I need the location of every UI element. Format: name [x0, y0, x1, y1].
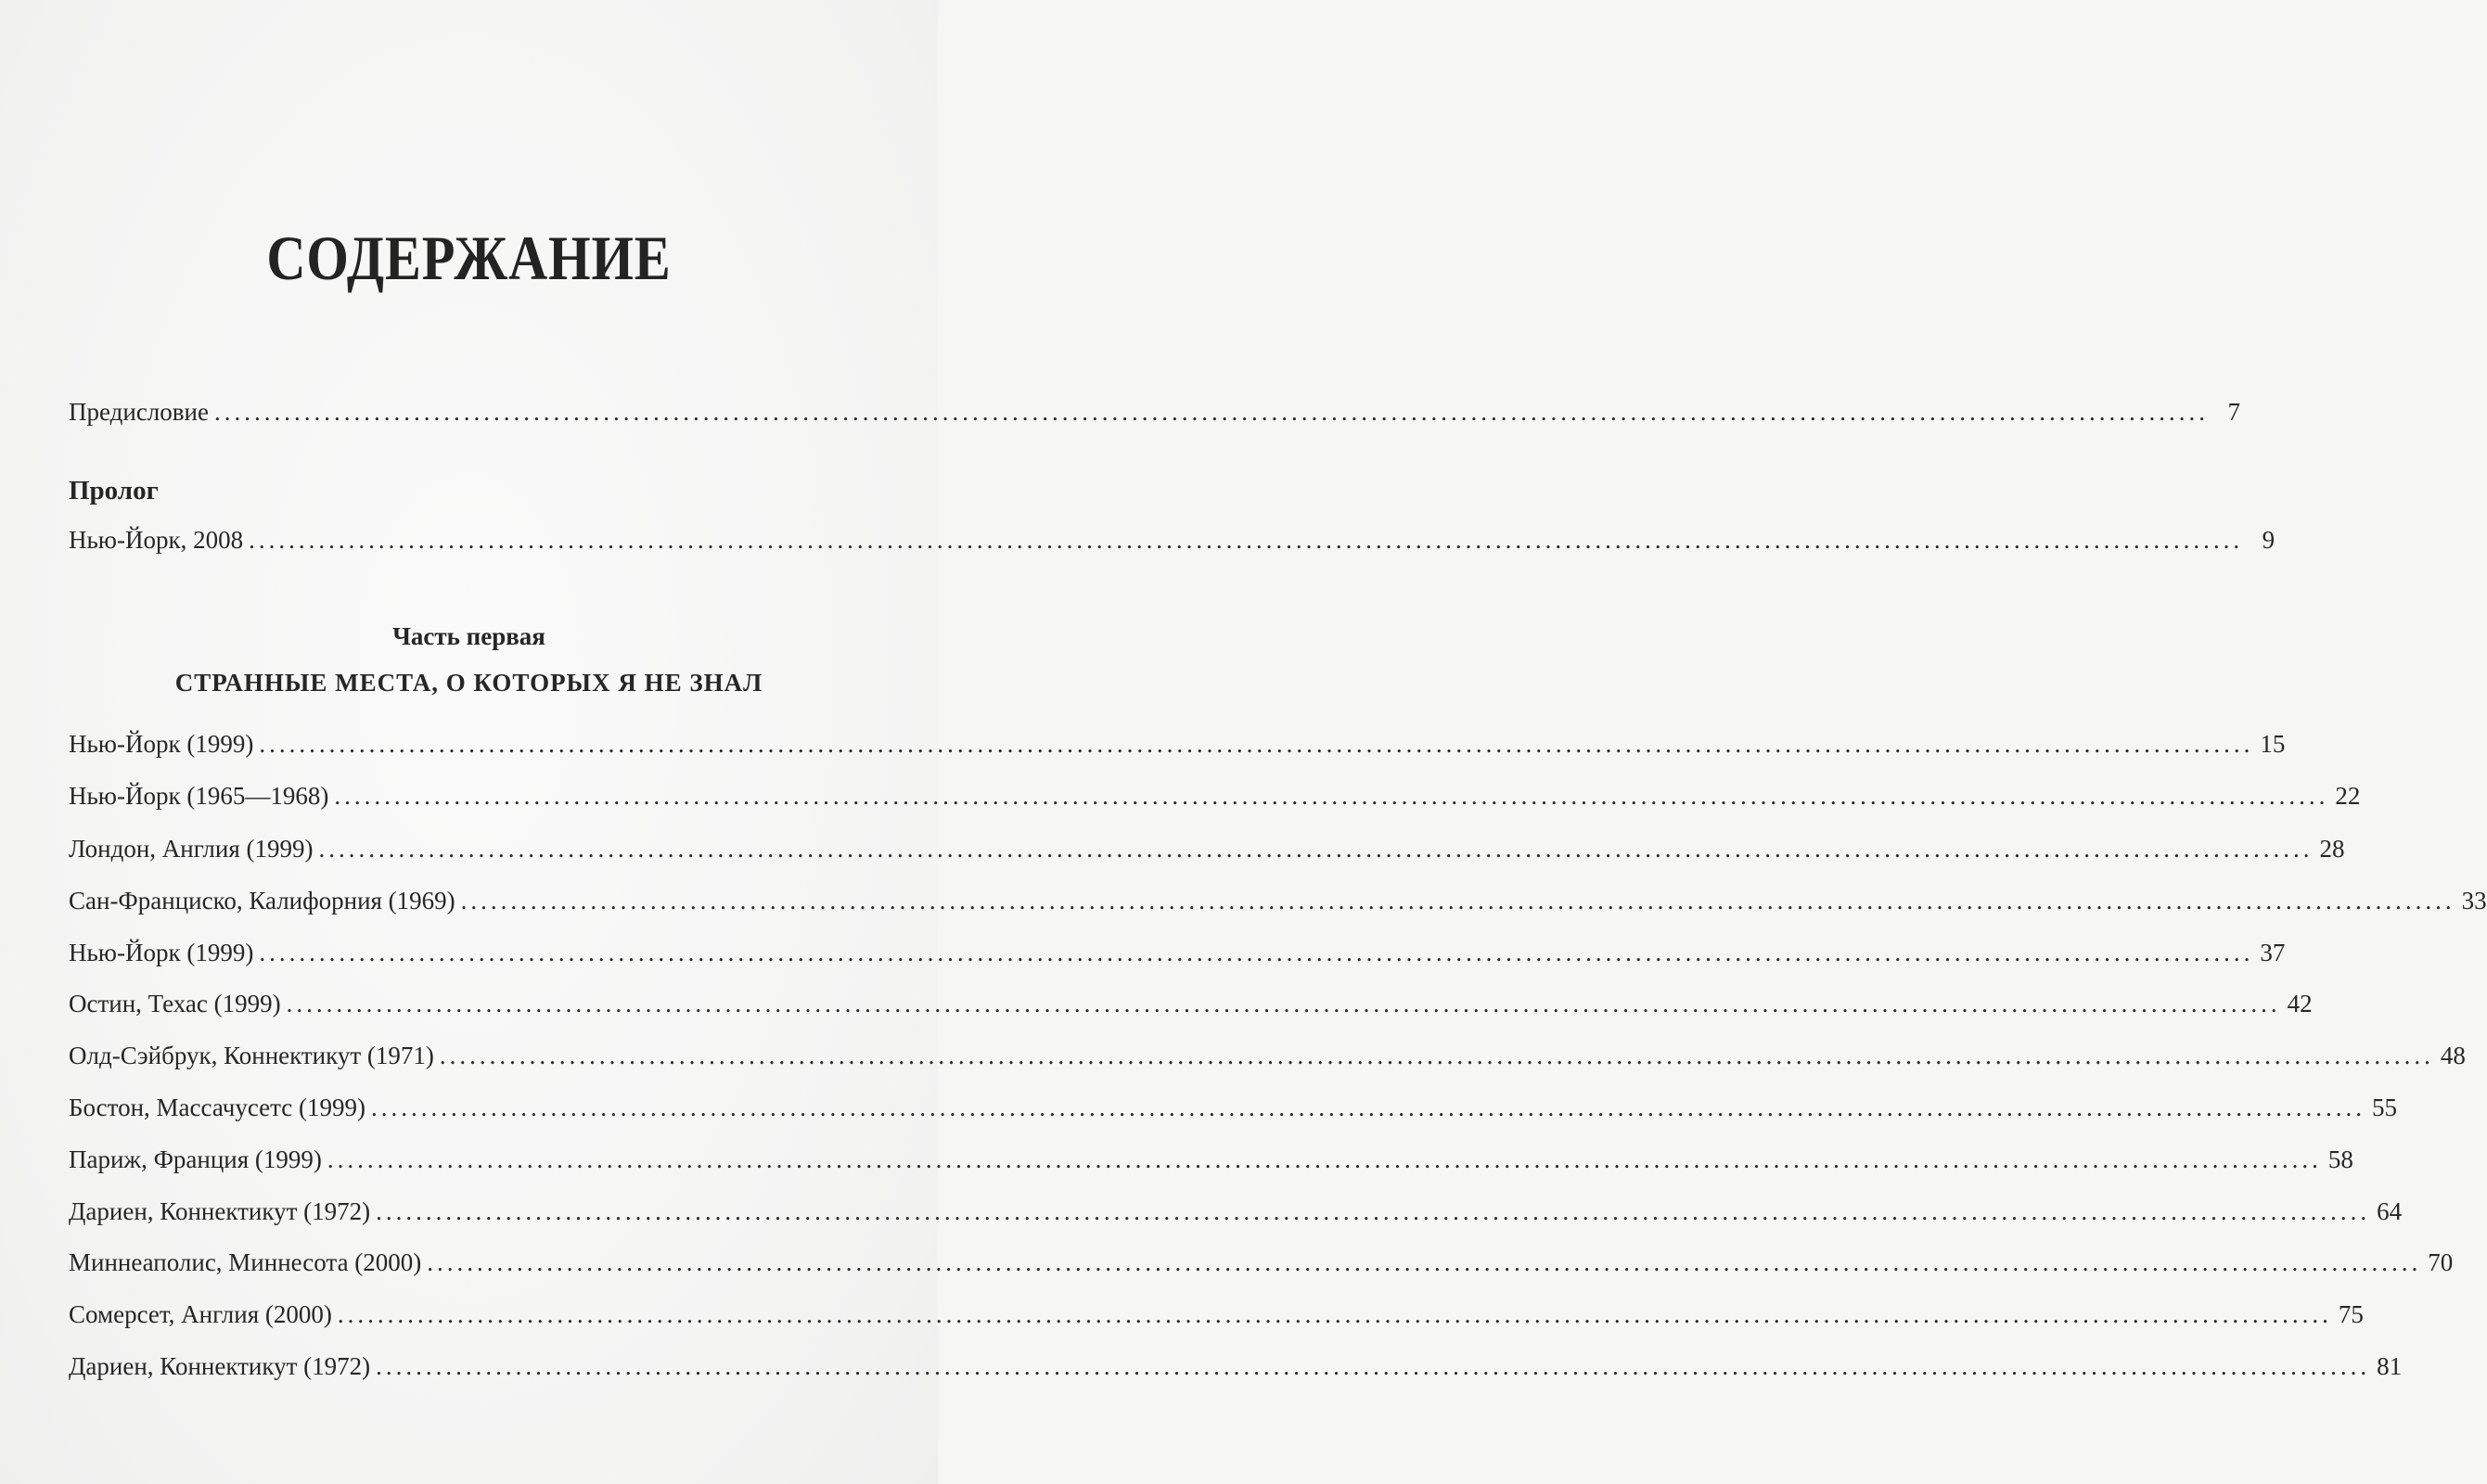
toc-entry — [69, 1039, 2466, 1072]
dot-leader: ........................................................................................................................................................................................................ — [259, 730, 2254, 758]
dot-leader: ........................................................................................................................................................................................................ — [460, 887, 2455, 915]
toc-entry-page: 75 — [2338, 1300, 2364, 1328]
dot-leader: ........................................................................................................................................................................................................ — [249, 526, 2244, 554]
toc-entry-label: Нью-Йорк (1999) — [69, 730, 254, 758]
toc-entry-page: 48 — [2440, 1042, 2466, 1069]
toc-entry-preface — [69, 395, 2240, 429]
toc-entry-label: Нью-Йорк (1999) — [69, 939, 254, 966]
toc-entry-page: 9 — [2262, 526, 2275, 554]
toc-entry — [69, 1143, 2353, 1176]
toc-entry — [69, 779, 2361, 812]
toc-entry-label: Дариен, Коннектикут (1972) — [69, 1197, 371, 1225]
toc-entry-label: Париж, Франция (1999) — [69, 1145, 322, 1173]
dot-leader: ........................................................................................................................................................................................................ — [334, 782, 2329, 810]
toc-entry-page: 42 — [2287, 990, 2313, 1017]
dot-leader: ........................................................................................................................................................................................................ — [439, 1042, 2434, 1069]
toc-entry-label: Дариен, Коннектикут (1972) — [69, 1352, 371, 1380]
toc-entry — [69, 1298, 2364, 1331]
toc-entry-page: 22 — [2335, 782, 2361, 810]
toc-entry-label: Лондон, Англия (1999) — [69, 835, 314, 863]
toc-entry-page: 15 — [2260, 730, 2286, 758]
toc-entry-label: Миннеаполис, Миннесота (2000) — [69, 1248, 422, 1276]
toc-entry-page: 55 — [2371, 1094, 2397, 1121]
dot-leader: ........................................................................................................................................................................................................ — [318, 835, 2314, 863]
toc-entry-page: 81 — [2377, 1352, 2403, 1380]
toc-entry-label: Предисловие — [69, 398, 209, 426]
toc-entry — [69, 1350, 2403, 1383]
toc-entry-page: 58 — [2327, 1145, 2353, 1173]
toc-entry-page: 70 — [2428, 1248, 2454, 1276]
toc-entry — [69, 1091, 2397, 1124]
toc-entry-label: Сан-Франциско, Калифорния (1969) — [69, 887, 455, 915]
toc-entry-page: 28 — [2319, 835, 2345, 863]
dot-leader: ........................................................................................................................................................................................................ — [376, 1197, 2371, 1225]
dot-leader: ........................................................................................................................................................................................................ — [376, 1352, 2371, 1380]
dot-leader: ........................................................................................................................................................................................................ — [370, 1094, 2365, 1121]
toc-entry — [69, 987, 2313, 1020]
toc-entry — [69, 1246, 2454, 1279]
toc-entry-label: Нью-Йорк (1965—1968) — [69, 782, 329, 810]
toc-entry-label: Олд-Сэйбрук, Коннектикут (1971) — [69, 1042, 434, 1069]
dot-leader: ........................................................................................................................................................................................................ — [259, 939, 2254, 966]
dot-leader: ........................................................................................................................................................................................................ — [286, 990, 2281, 1017]
dot-leader: ........................................................................................................................................................................................................ — [327, 1145, 2322, 1173]
toc-entry-label: Сомерсет, Англия (2000) — [69, 1300, 332, 1328]
toc-entry-page: 7 — [2227, 398, 2240, 426]
toc-entry-page: 64 — [2377, 1197, 2403, 1225]
dot-leader: ........................................................................................................................................................................................................ — [213, 398, 2209, 426]
prolog-heading: Пролог — [69, 476, 159, 505]
toc-entry — [69, 884, 2487, 917]
toc-entry — [69, 832, 2345, 865]
dot-leader: ........................................................................................................................................................................................................ — [337, 1300, 2332, 1328]
part-title: СТРАННЫЕ МЕСТА, О КОТОРЫХ Я НЕ ЗНАЛ — [174, 669, 763, 697]
toc-entry-label: Остин, Техас (1999) — [69, 990, 281, 1017]
toc-entry — [69, 936, 2286, 969]
toc-entry-page: 33 — [2461, 887, 2487, 915]
dot-leader: ........................................................................................................................................................................................................ — [427, 1248, 2422, 1276]
part-label: Часть первая — [392, 622, 545, 650]
page-title: СОДЕРЖАНИЕ — [266, 223, 672, 293]
toc-entry-page: 37 — [2260, 939, 2286, 966]
toc-entry — [69, 1195, 2403, 1228]
toc-entry-prolog — [69, 523, 2275, 556]
toc-entry-label: Бостон, Массачусетс (1999) — [69, 1094, 365, 1121]
toc-entry — [69, 727, 2286, 761]
toc-entry-label: Нью-Йорк, 2008 — [69, 526, 244, 554]
